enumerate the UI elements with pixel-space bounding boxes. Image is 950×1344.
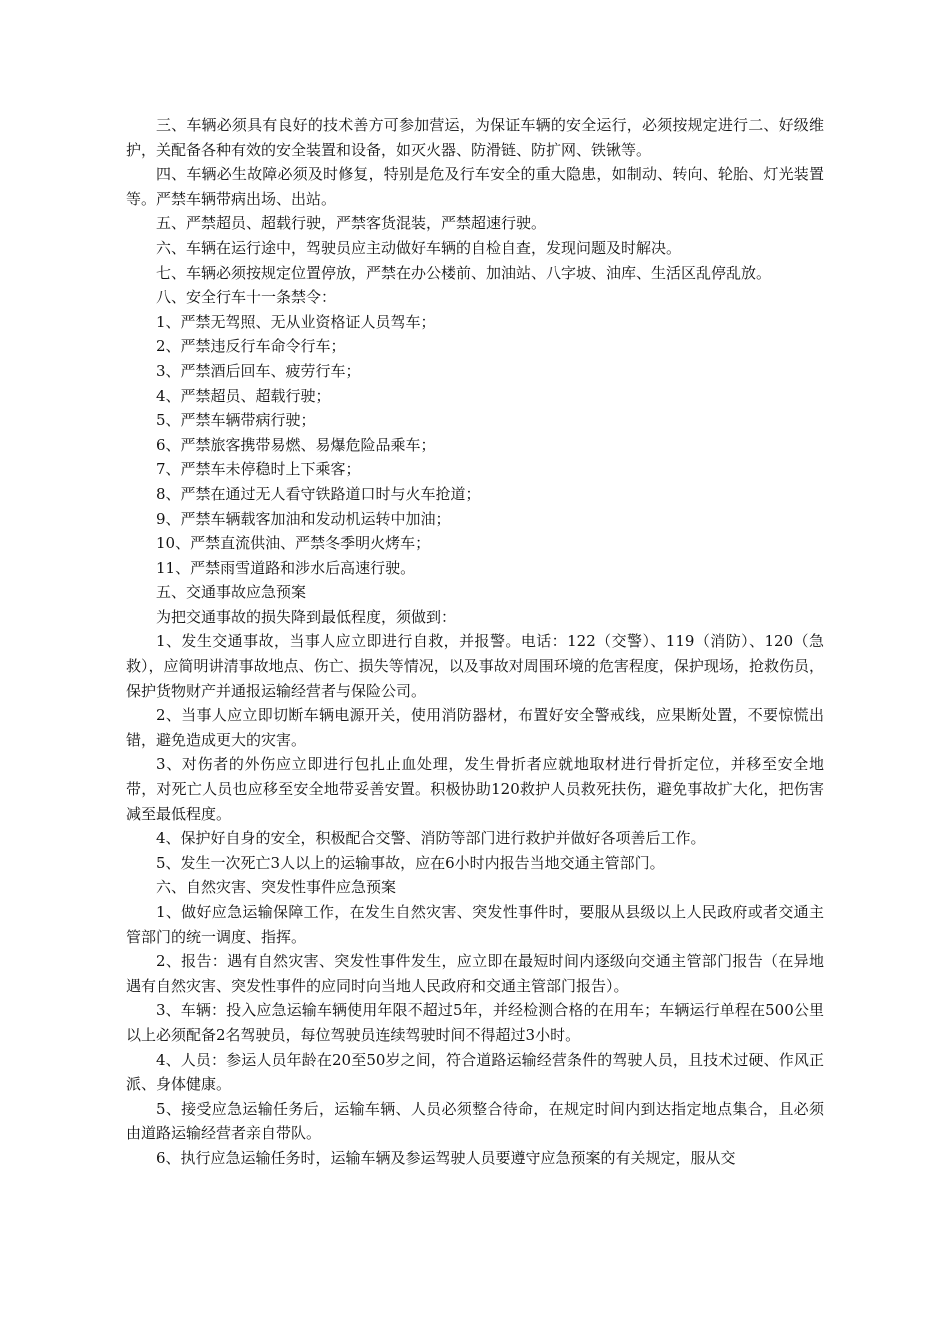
list-item: 5、接受应急运输任务后，运输车辆、人员必须整合待命，在规定时间内到达指定地点集合，且必须由道路运输经营者亲自带队。 bbox=[126, 1099, 824, 1143]
list-item: 9、严禁车辆载客加油和发动机运转中加油； bbox=[156, 509, 451, 528]
list-item: 5、发生一次死亡3人以上的运输事故，应在6小时内报告当地交通主管部门。 bbox=[156, 853, 665, 872]
list-item: 11、严禁雨雪道路和涉水后高速行驶。 bbox=[156, 558, 416, 577]
document-body bbox=[126, 113, 824, 1171]
list-item: 4、严禁超员、超载行驶； bbox=[156, 386, 331, 405]
list-item: 5、严禁车辆带病行驶； bbox=[156, 411, 316, 430]
section-heading-eight: 八、安全行车十一条禁令： bbox=[156, 288, 337, 307]
paragraph-5: 七、车辆必须按规定位置停放，严禁在办公楼前、加油站、八字坡、油库、生活区乱停乱放。 bbox=[156, 263, 772, 282]
paragraph-2: 四、车辆必生故障必须及时修复，特别是危及行车安全的重大隐患，如制动、转向、轮胎、灯光装置等。严禁车辆带病出场、出站。 bbox=[126, 165, 824, 208]
paragraph-4: 六、车辆在运行途中，驾驶员应主动做好车辆的自检自查，发现问题及时解决。 bbox=[156, 238, 682, 257]
list-item: 2、严禁违反行车命令行车； bbox=[156, 337, 346, 356]
section-heading-disaster: 六、自然灾害、突发性事件应急预案 bbox=[156, 878, 397, 897]
list-item: 4、保护好自身的安全，积极配合交警、消防等部门进行救护并做好各项善后工作。 bbox=[156, 829, 706, 848]
list-item: 3、车辆：投入应急运输车辆使用年限不超过5年，并经检测合格的在用车；车辆运行单程在500公里以上必须配备2名驾驶员，每位驾驶员连续驾驶时间不得超过3小时。 bbox=[126, 1001, 824, 1044]
list-item: 3、对伤者的外伤应立即进行包扎止血处理，发生骨折者应就地取材进行骨折定位，并移至安全地带，对死亡人员也应移至安全地带妥善安置。积极协助120救护人员救死扶伤，避免事故扩大化，把伤害减至最低程度。 bbox=[126, 755, 824, 823]
list-item: 6、严禁旅客携带易燃、易爆危险品乘车； bbox=[156, 435, 436, 454]
list-item: 1、做好应急运输保障工作，在发生自然灾害、突发性事件时，要服从县级以上人民政府或者交通主管部门的统一调度、指挥。 bbox=[126, 903, 824, 946]
section-heading-accident: 五、交通事故应急预案 bbox=[156, 583, 307, 602]
list-item: 3、严禁酒后回车、疲劳行车； bbox=[156, 361, 361, 380]
list-item: 8、严禁在通过无人看守铁路道口时与火车抢道； bbox=[156, 484, 481, 503]
list-item: 1、严禁无驾照、无从业资格证人员驾车； bbox=[156, 312, 436, 331]
paragraph-3: 五、严禁超员、超载行驶，严禁客货混装，严禁超速行驶。 bbox=[156, 214, 547, 233]
list-item: 2、报告：遇有自然灾害、突发性事件发生，应立即在最短时间内逐级向交通主管部门报告（在异地遇有自然灾害、突发性事件的应同时向当地人民政府和交通主管部门报告）。 bbox=[126, 952, 824, 995]
list-item: 4、人员：参运人员年龄在20至50岁之间，符合道路运输经营条件的驾驶人员，且技术过硬、作风正派、身体健康。 bbox=[126, 1050, 824, 1094]
list-item: 10、严禁直流供油、严禁冬季明火烤车； bbox=[156, 534, 431, 553]
list-item: 7、严禁车未停稳时上下乘客； bbox=[156, 460, 361, 479]
list-item: 6、执行应急运输任务时，运输车辆及参运驾驶人员要遵守应急预案的有关规定，服从交 bbox=[156, 1148, 736, 1167]
list-item: 1、发生交通事故，当事人应立即进行自救，并报警。电话：122（交警）、119（消防）、120（急救），应简明讲清事故地点、伤亡、损失等情况，以及事故对周围环境的危害程度，保护现场，抢救伤员，保护货物财产并通报运输经营者与保险公司。 bbox=[126, 632, 824, 700]
paragraph-intro: 为把交通事故的损失降到最低程度，须做到： bbox=[156, 607, 457, 626]
list-item: 2、当事人应立即切断车辆电源开关，使用消防器材，布置好安全警戒线，应果断处置，不要惊慌出错，避免造成更大的灾害。 bbox=[126, 706, 824, 749]
paragraph-1: 三、车辆必须具有良好的技术善方可参加营运，为保证车辆的安全运行，必须按规定进行二、好级维护，关配备各种有效的安全装置和设备，如灭火器、防滑链、防扩网、铁锹等。 bbox=[126, 116, 824, 159]
